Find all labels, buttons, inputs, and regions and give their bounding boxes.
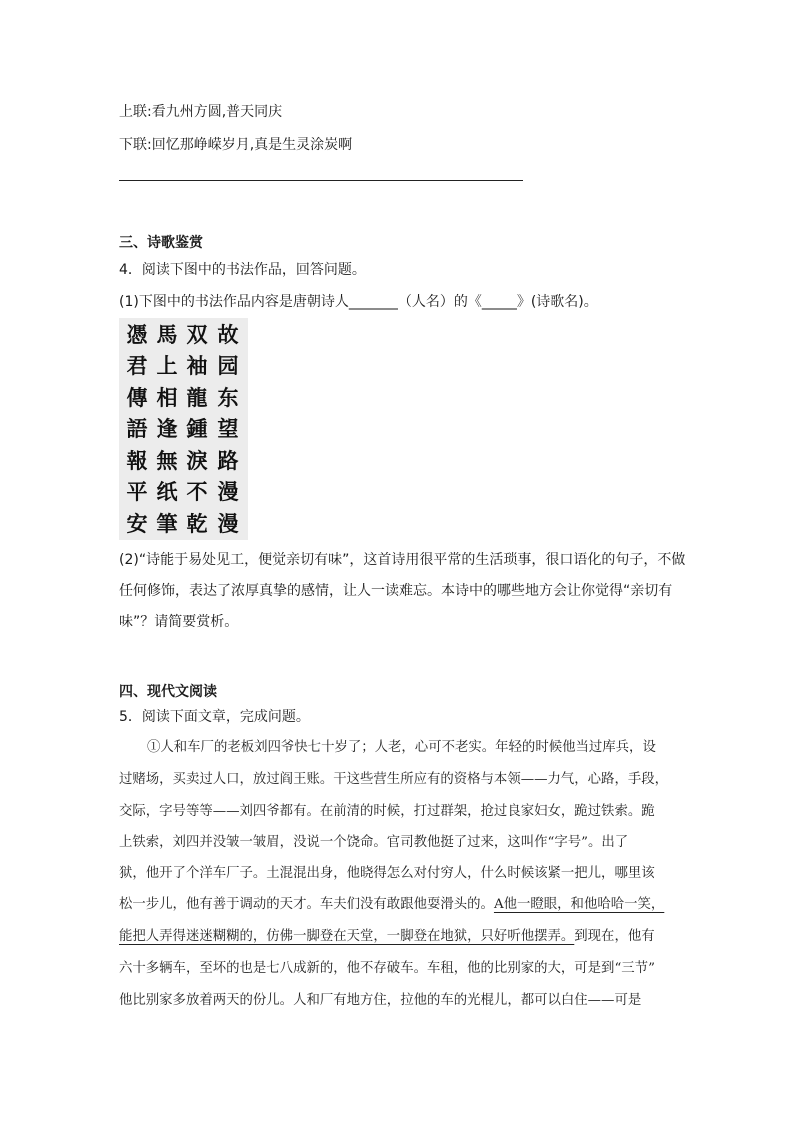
- question-4-part-2-line-1: (2)“诗能于易处见工，便觉亲切有味”，这首诗用很平常的生活琐事，很口语化的句子，不做: [119, 552, 686, 568]
- calligraphy-char: 相: [156, 385, 178, 410]
- calligraphy-char: 袖: [186, 353, 208, 378]
- answer-line: [119, 180, 523, 181]
- calligraphy-char: 漫: [217, 511, 239, 536]
- calligraphy-image: [119, 318, 248, 540]
- couplet-upper: 上联:看九州方圆,普天同庆: [119, 104, 283, 120]
- calligraphy-char: 馬: [156, 322, 178, 347]
- underlined-sentence-a: A他一瞪眼，和他哈哈一笑，: [493, 897, 665, 912]
- underlined-sentence-a: 能把人弄得迷迷糊糊的，仿佛一脚登在天堂，一脚登在地狱，只好听他摆弄。: [119, 929, 575, 944]
- article-line: [119, 927, 655, 947]
- article-text: 松一步儿，他有善于调动的天才。车夫们没有敢跟他耍滑头的。: [119, 897, 494, 912]
- article-line: [119, 895, 664, 915]
- calligraphy-char: 园: [217, 353, 239, 378]
- article-text: 六十多辆车，至坏的也是七八成新的，他不存破车。车租，他的比别家的大，可是到“三节”: [119, 961, 655, 976]
- calligraphy-char: 君: [126, 353, 148, 378]
- calligraphy-char: 上: [156, 353, 178, 378]
- couplet-lower: 下联:回忆那峥嵘岁月,真是生灵涂炭啊: [119, 137, 353, 153]
- calligraphy-char: 報: [126, 448, 148, 473]
- calligraphy-char: 乾: [186, 511, 208, 536]
- calligraphy-char: 憑: [126, 322, 148, 347]
- section-title-poetry: 三、诗歌鉴赏: [119, 235, 203, 251]
- question-5-stem: 5．阅读下面文章，完成问题。: [119, 709, 310, 725]
- article-line: [119, 833, 628, 853]
- calligraphy-char: 东: [217, 385, 239, 410]
- article-text: 交际，字号等等——刘四爷都有。在前清的时候，打过群架，抢过良家妇女，跪过铁索。跪: [119, 804, 655, 819]
- calligraphy-char: 双: [186, 322, 208, 347]
- article-line: [119, 991, 641, 1011]
- article-text: 上铁索，刘四并没皱一皱眉，没说一个饶命。官司教他挺了过来，这叫作“字号”。出了: [119, 835, 629, 850]
- article-line: [119, 959, 655, 979]
- article-text: 过赌场，买卖过人口，放过阎王账。干这些营生所应有的资格与本领——力气，心路，手段，: [119, 772, 669, 787]
- calligraphy-char: 路: [217, 448, 239, 473]
- calligraphy-char: 鍾: [186, 416, 208, 441]
- section-title-modern-reading: 四、现代文阅读: [119, 684, 217, 700]
- calligraphy-char: 安: [126, 511, 148, 536]
- article-line: [119, 802, 655, 822]
- calligraphy-char: 龍: [186, 385, 208, 410]
- article-text: ①人和车厂的老板刘四爷快七十岁了；人老，心可不老实。年轻的时候他当过库兵，设: [147, 740, 656, 755]
- calligraphy-char: 逢: [156, 416, 178, 441]
- question-4-part-2-line-2: 任何修饰，表达了浓厚真挚的感情，让人一读难忘。本诗中的哪些地方会让你觉得“亲切有: [119, 583, 673, 599]
- question-4-part-1: (1)下图中的书法作品内容是唐朝诗人_______（人名）的《_____》(诗歌名)。: [119, 294, 598, 310]
- article-text: 他比别家多放着两天的份儿。人和厂有地方住，拉他的车的光棍儿，都可以白住——可是: [119, 993, 642, 1008]
- question-4-part-2-line-3: 味”？请简要赏析。: [119, 614, 239, 630]
- calligraphy-char: 平: [126, 479, 148, 504]
- calligraphy-char: 漫: [217, 479, 239, 504]
- calligraphy-char: 望: [217, 416, 239, 441]
- article-text: 到现在，他有: [574, 929, 655, 944]
- article-line: [119, 770, 668, 790]
- article-text: 狱，他开了个洋车厂子。土混混出身，他晓得怎么对付穷人，什么时候该紧一把儿，哪里该: [119, 866, 655, 881]
- calligraphy-char: 故: [217, 322, 239, 347]
- calligraphy-char: 不: [186, 479, 208, 504]
- article-line: [119, 864, 655, 884]
- calligraphy-char: 淚: [186, 448, 208, 473]
- calligraphy-char: 語: [126, 416, 148, 441]
- calligraphy-char: 無: [156, 448, 178, 473]
- calligraphy-char: 纸: [156, 479, 178, 504]
- calligraphy-char: 筆: [156, 511, 178, 536]
- question-4-stem: 4．阅读下图中的书法作品，回答问题。: [119, 262, 366, 278]
- article-line: [147, 738, 656, 758]
- calligraphy-char: 傳: [126, 385, 148, 410]
